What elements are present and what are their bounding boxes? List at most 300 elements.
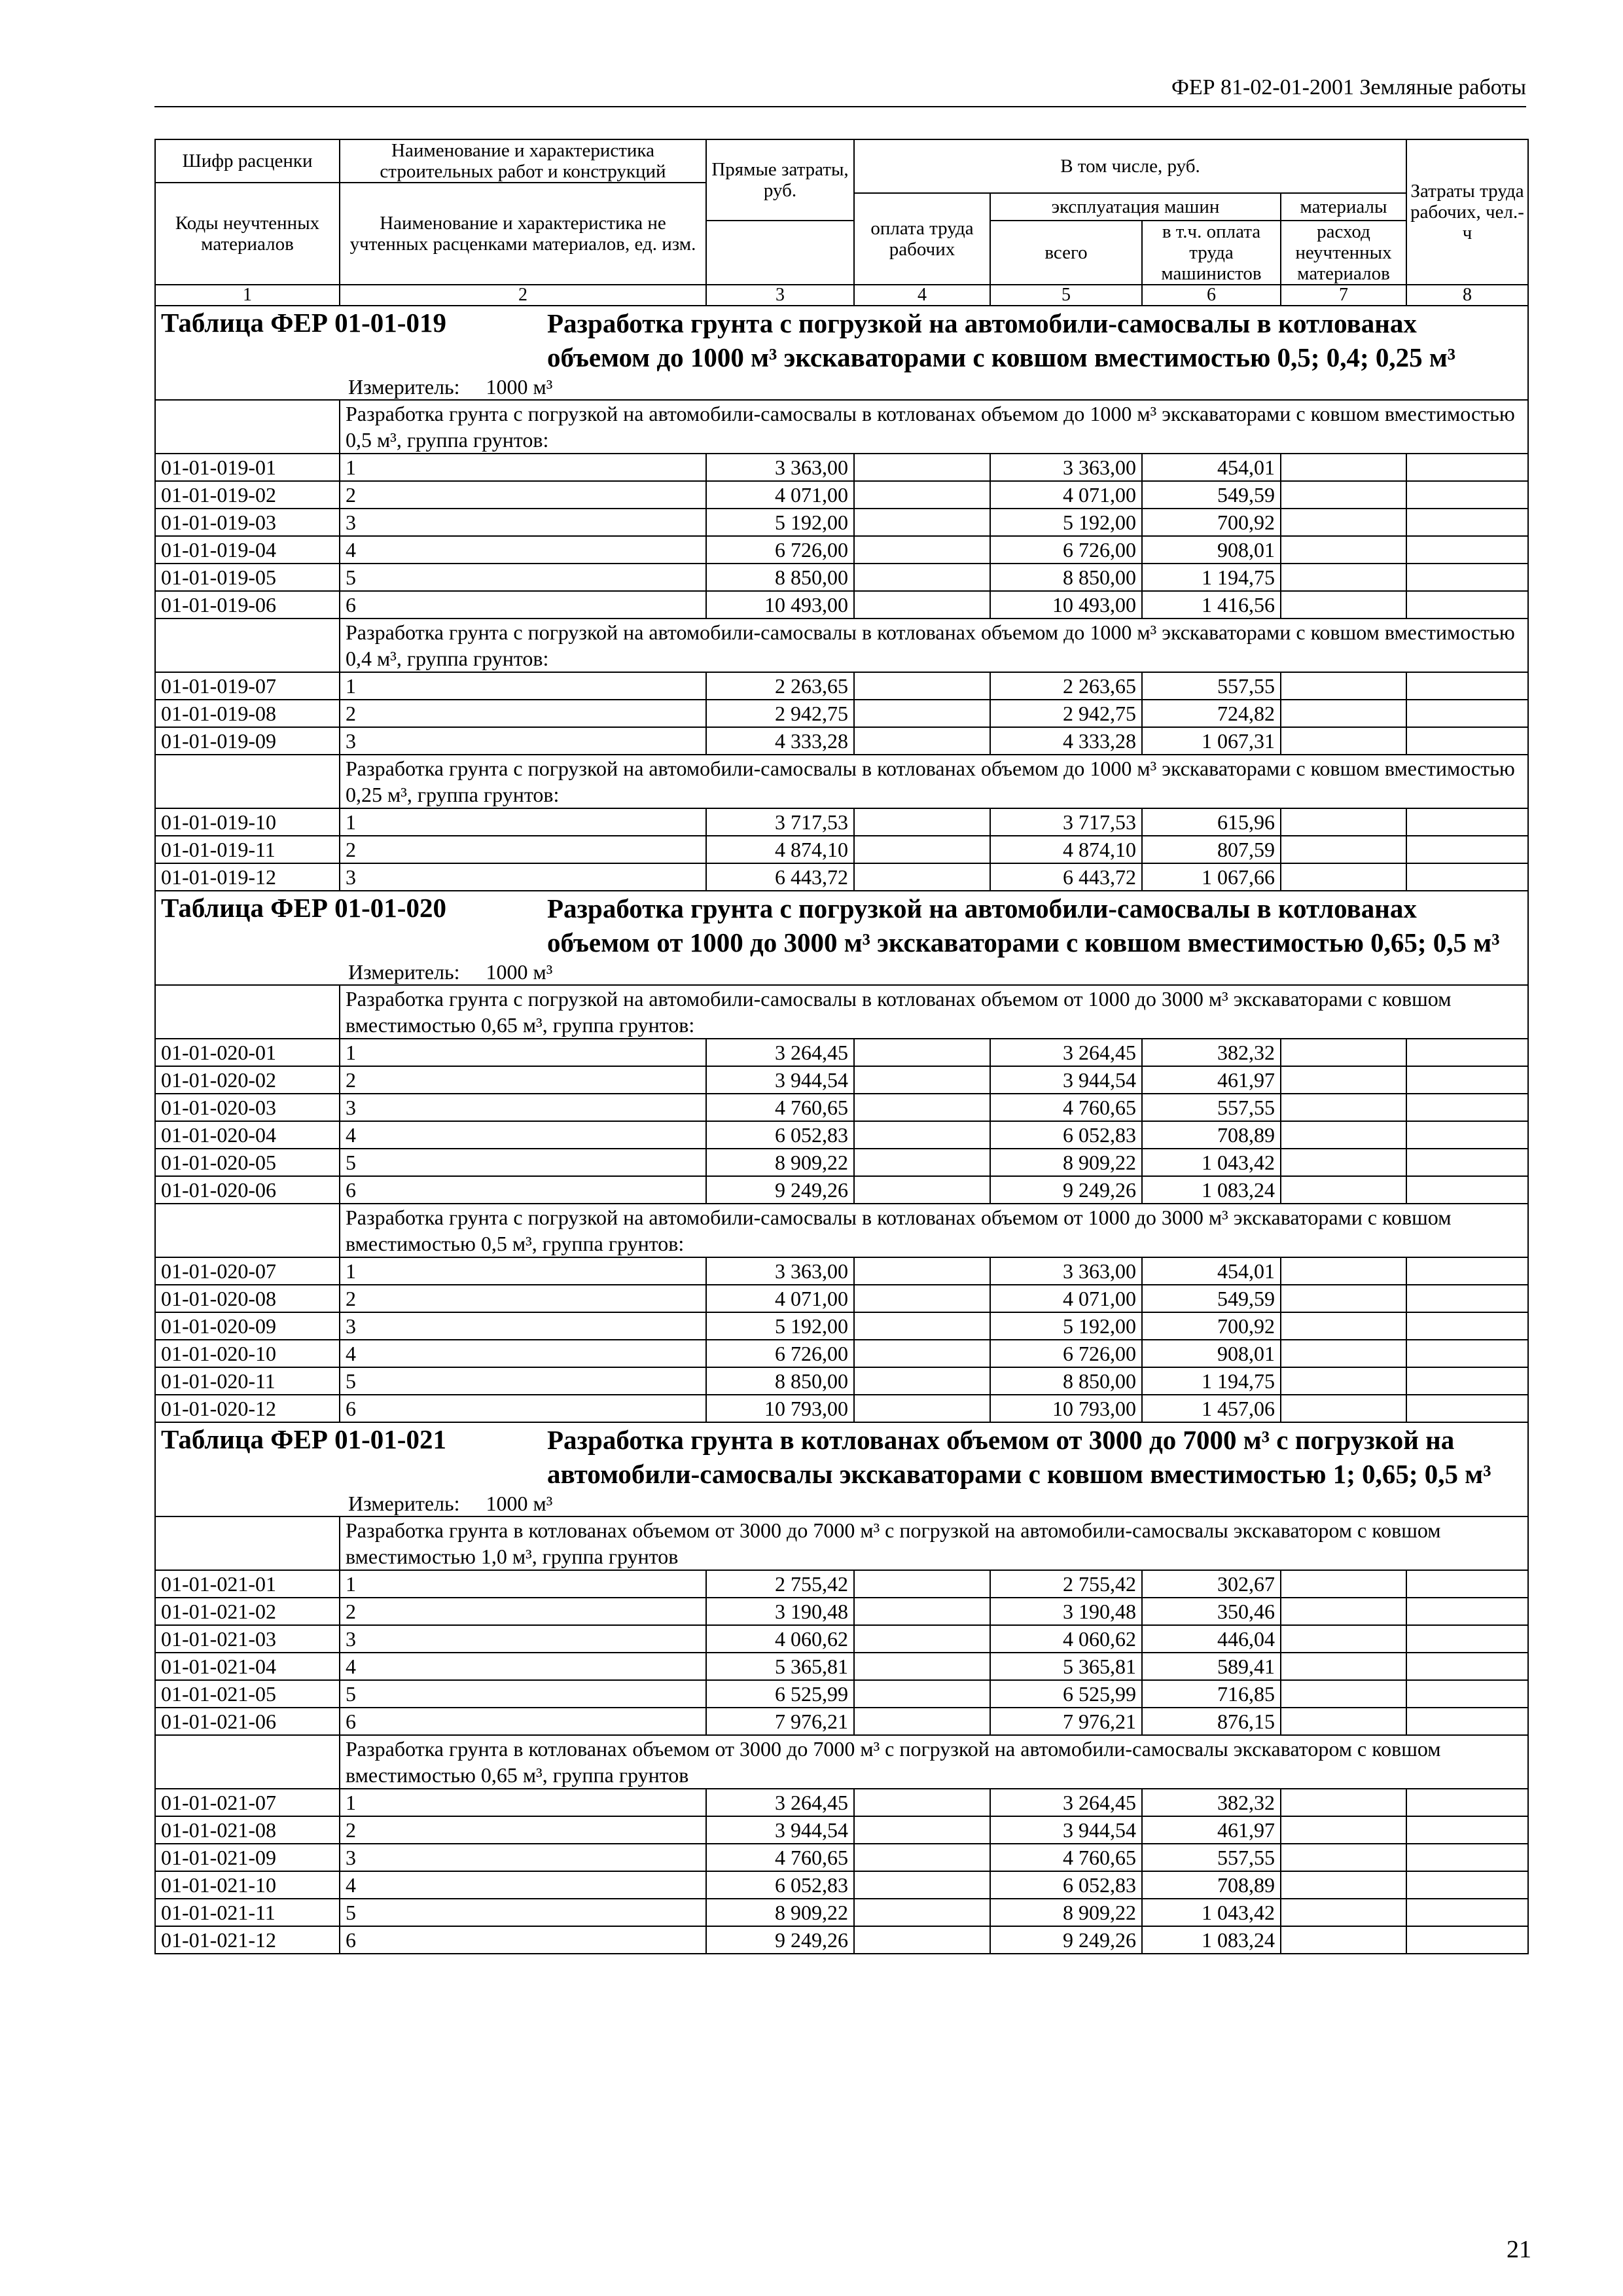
group-description: Разработка грунта с погрузкой на автомобили-самосвалы в котлованах объемом от 1000 до 3000 м³ экскаваторами с ковшом вместимостью 0,5 м³, группа грунтов: [340,1204,1528,1257]
table-row [155,1039,1528,1066]
meter-value: 1000 м³ [486,375,553,399]
column-number: 4 [854,285,990,306]
drivers-pay: 557,55 [1142,672,1281,700]
soil-group: 4 [340,1121,706,1149]
materials [1281,481,1406,509]
labor-hours [1406,1844,1528,1871]
workers-pay [854,1653,990,1680]
materials [1281,1176,1406,1204]
drivers-pay: 1 416,56 [1142,591,1281,619]
table-row [155,1149,1528,1176]
group-description: Разработка грунта в котлованах объемом от 3000 до 7000 м³ с погрузкой на автомобили-самосвалы экскаватором с ковшом вместимостью 1,0 м³, группа грунтов [340,1516,1528,1570]
header-group: В том числе, руб. [854,139,1406,193]
empty-cell [155,1204,340,1257]
labor-hours [1406,1066,1528,1094]
drivers-pay: 700,92 [1142,1312,1281,1340]
labor-hours [1406,1149,1528,1176]
empty-cell [155,619,340,672]
drivers-pay: 382,32 [1142,1039,1281,1066]
rate-code: 01-01-020-07 [155,1257,340,1285]
workers-pay [854,1816,990,1844]
group-description-row [155,1516,1528,1570]
table-row [155,536,1528,564]
labor-hours [1406,1340,1528,1367]
section-heading-flex [156,306,1527,374]
materials [1281,1789,1406,1816]
rate-code: 01-01-021-06 [155,1708,340,1735]
soil-group: 2 [340,1816,706,1844]
materials [1281,836,1406,863]
labor-hours [1406,1789,1528,1816]
header-materials: материалы [1281,193,1406,221]
machines-total: 4 071,00 [990,481,1142,509]
rate-code: 01-01-019-12 [155,863,340,891]
labor-hours [1406,1257,1528,1285]
table-row [155,1570,1528,1598]
section-title-row [155,1422,1528,1516]
header-code: Шифр расценки [155,139,340,183]
drivers-pay: 1 083,24 [1142,1926,1281,1954]
workers-pay [854,1570,990,1598]
table-row [155,1625,1528,1653]
page-number: 21 [1507,2236,1531,2263]
machines-total: 6 052,83 [990,1871,1142,1899]
labor-hours [1406,1926,1528,1954]
drivers-pay: 1 067,66 [1142,863,1281,891]
machines-total: 4 071,00 [990,1285,1142,1312]
materials [1281,1653,1406,1680]
machines-total: 9 249,26 [990,1926,1142,1954]
labor-hours [1406,727,1528,755]
drivers-pay: 700,92 [1142,509,1281,536]
machines-total: 8 850,00 [990,564,1142,591]
table-row [155,1367,1528,1395]
header-labor-hours: Затраты труда рабочих, чел.-ч [1406,139,1528,285]
drivers-pay: 461,97 [1142,1816,1281,1844]
group-description: Разработка грунта с погрузкой на автомобили-самосвалы в котлованах объемом до 1000 м³ экскаваторами с ковшом вместимостью 0,25 м³, группа грунтов: [340,755,1528,808]
soil-group: 6 [340,1395,706,1422]
workers-pay [854,1094,990,1121]
drivers-pay: 1 457,06 [1142,1395,1281,1422]
machines-total: 5 365,81 [990,1653,1142,1680]
rate-code: 01-01-021-03 [155,1625,340,1653]
machines-total: 6 052,83 [990,1121,1142,1149]
soil-group: 4 [340,536,706,564]
header-material-names: Наименование и характеристика не учтенных расценками материалов, ед. изм. [340,183,706,285]
direct-costs: 4 760,65 [706,1844,854,1871]
materials [1281,1598,1406,1625]
workers-pay [854,808,990,836]
labor-hours [1406,1367,1528,1395]
group-description-row [155,755,1528,808]
workers-pay [854,672,990,700]
column-number: 6 [1142,285,1281,306]
labor-hours [1406,1598,1528,1625]
drivers-pay: 557,55 [1142,1094,1281,1121]
labor-hours [1406,1625,1528,1653]
meter-value: 1000 м³ [486,960,553,984]
drivers-pay: 350,46 [1142,1598,1281,1625]
materials [1281,1367,1406,1395]
rate-code: 01-01-020-02 [155,1066,340,1094]
drivers-pay: 1 083,24 [1142,1176,1281,1204]
column-number: 7 [1281,285,1406,306]
labor-hours [1406,1680,1528,1708]
table-row [155,1789,1528,1816]
rate-code: 01-01-020-09 [155,1312,340,1340]
workers-pay [854,1395,990,1422]
section-meter [156,960,1527,984]
rate-code: 01-01-019-11 [155,836,340,863]
rate-code: 01-01-020-01 [155,1039,340,1066]
rate-code: 01-01-021-12 [155,1926,340,1954]
workers-pay [854,700,990,727]
drivers-pay: 1 067,31 [1142,727,1281,755]
machines-total: 4 760,65 [990,1094,1142,1121]
materials [1281,1625,1406,1653]
soil-group: 1 [340,1257,706,1285]
header-machines-total: всего [990,221,1142,285]
table-row [155,1094,1528,1121]
group-description: Разработка грунта с погрузкой на автомобили-самосвалы в котлованах объемом от 1000 до 3000 м³ экскаваторами с ковшом вместимостью 0,65 м³, группа грунтов: [340,985,1528,1039]
materials [1281,700,1406,727]
column-number: 1 [155,285,340,306]
table-row [155,564,1528,591]
workers-pay [854,564,990,591]
soil-group: 4 [340,1340,706,1367]
rate-code: 01-01-019-10 [155,808,340,836]
machines-total: 10 493,00 [990,591,1142,619]
direct-costs: 6 052,83 [706,1871,854,1899]
machines-total: 7 976,21 [990,1708,1142,1735]
workers-pay [854,1066,990,1094]
materials [1281,564,1406,591]
direct-costs: 7 976,21 [706,1708,854,1735]
machines-total: 8 850,00 [990,1367,1142,1395]
drivers-pay: 724,82 [1142,700,1281,727]
table-header [155,139,1528,306]
materials [1281,1708,1406,1735]
rate-code: 01-01-020-04 [155,1121,340,1149]
rate-code: 01-01-019-02 [155,481,340,509]
labor-hours [1406,1094,1528,1121]
group-description: Разработка грунта с погрузкой на автомобили-самосвалы в котлованах объемом до 1000 м³ экскаваторами с ковшом вместимостью 0,4 м³, группа грунтов: [340,619,1528,672]
rate-code: 01-01-021-02 [155,1598,340,1625]
soil-group: 2 [340,481,706,509]
materials [1281,727,1406,755]
rate-code: 01-01-019-04 [155,536,340,564]
table-row [155,1598,1528,1625]
direct-costs: 4 760,65 [706,1094,854,1121]
workers-pay [854,1625,990,1653]
table-row [155,1871,1528,1899]
header-direct-costs-cont [706,221,854,285]
column-numbers-row [155,285,1528,306]
materials [1281,1816,1406,1844]
machines-total: 3 944,54 [990,1816,1142,1844]
workers-pay [854,1176,990,1204]
materials [1281,1926,1406,1954]
group-description-row [155,1204,1528,1257]
materials [1281,509,1406,536]
soil-group: 5 [340,1680,706,1708]
labor-hours [1406,863,1528,891]
workers-pay [854,454,990,481]
table-row [155,836,1528,863]
labor-hours [1406,591,1528,619]
rate-code: 01-01-021-07 [155,1789,340,1816]
table-row [155,727,1528,755]
table-row [155,1066,1528,1094]
labor-hours [1406,481,1528,509]
section-meter [156,1491,1527,1516]
header-machines: эксплуатация машин [990,193,1281,221]
header-material-codes: Коды неучтенных материалов [155,183,340,285]
table-row [155,509,1528,536]
workers-pay [854,1598,990,1625]
soil-group: 3 [340,863,706,891]
machines-total: 4 874,10 [990,836,1142,863]
section-title: Разработка грунта с погрузкой на автомобили-самосвалы в котлованах объемом от 1000 до 3000 м³ экскаваторами с ковшом вместимостью 0,65; 0,5 м³ [547,893,1500,958]
soil-group: 3 [340,1625,706,1653]
machines-total: 6 726,00 [990,536,1142,564]
table-row [155,1257,1528,1285]
machines-total: 2 942,75 [990,700,1142,727]
materials [1281,454,1406,481]
table-row [155,1899,1528,1926]
direct-costs: 3 264,45 [706,1039,854,1066]
machines-total: 3 363,00 [990,454,1142,481]
section-code: Таблица ФЕР 01-01-020 [161,893,446,923]
direct-costs: 6 525,99 [706,1680,854,1708]
table-row [155,1176,1528,1204]
labor-hours [1406,700,1528,727]
table-row [155,1816,1528,1844]
workers-pay [854,481,990,509]
column-number: 5 [990,285,1142,306]
table-row [155,454,1528,481]
labor-hours [1406,1816,1528,1844]
direct-costs: 5 192,00 [706,1312,854,1340]
soil-group: 4 [340,1653,706,1680]
column-number: 3 [706,285,854,306]
workers-pay [854,509,990,536]
group-description: Разработка грунта в котлованах объемом от 3000 до 7000 м³ с погрузкой на автомобили-самосвалы экскаватором с ковшом вместимостью 0,65 м³, группа грунтов [340,1735,1528,1789]
soil-group: 2 [340,1598,706,1625]
labor-hours [1406,1312,1528,1340]
direct-costs: 4 071,00 [706,1285,854,1312]
machines-total: 2 755,42 [990,1570,1142,1598]
table-row [155,1926,1528,1954]
section-heading [155,1422,1528,1516]
header-name: Наименование и характеристика строительных работ и конструкций [340,139,706,183]
labor-hours [1406,1871,1528,1899]
table-row [155,808,1528,836]
materials [1281,863,1406,891]
workers-pay [854,536,990,564]
materials [1281,1066,1406,1094]
labor-hours [1406,564,1528,591]
direct-costs: 6 726,00 [706,536,854,564]
direct-costs: 8 909,22 [706,1149,854,1176]
workers-pay [854,1680,990,1708]
soil-group: 4 [340,1871,706,1899]
rate-code: 01-01-020-10 [155,1340,340,1367]
drivers-pay: 454,01 [1142,1257,1281,1285]
meter-value: 1000 м³ [486,1492,553,1515]
machines-total: 10 793,00 [990,1395,1142,1422]
rate-code: 01-01-019-09 [155,727,340,755]
workers-pay [854,1340,990,1367]
section-heading [155,306,1528,400]
direct-costs: 3 190,48 [706,1598,854,1625]
group-description-row [155,1735,1528,1789]
labor-hours [1406,509,1528,536]
soil-group: 1 [340,808,706,836]
header-direct-costs: Прямые затраты, руб. [706,139,854,221]
rate-code: 01-01-021-08 [155,1816,340,1844]
soil-group: 2 [340,836,706,863]
materials [1281,591,1406,619]
materials [1281,1570,1406,1598]
table-row [155,1312,1528,1340]
table-row [155,481,1528,509]
direct-costs: 8 850,00 [706,1367,854,1395]
soil-group: 5 [340,1367,706,1395]
table-body [155,306,1528,1954]
table-row [155,1285,1528,1312]
group-description-row [155,985,1528,1039]
rate-code: 01-01-021-09 [155,1844,340,1871]
empty-cell [155,985,340,1039]
meter-label: Измеритель: [348,375,460,399]
table-row [155,591,1528,619]
header-workers-pay: оплата труда рабочих [854,193,990,285]
machines-total: 6 443,72 [990,863,1142,891]
direct-costs: 3 363,00 [706,454,854,481]
soil-group: 3 [340,727,706,755]
drivers-pay: 549,59 [1142,1285,1281,1312]
direct-costs: 3 717,53 [706,808,854,836]
rate-code: 01-01-019-06 [155,591,340,619]
workers-pay [854,1121,990,1149]
machines-total: 3 717,53 [990,808,1142,836]
table-row [155,1340,1528,1367]
soil-group: 1 [340,1789,706,1816]
drivers-pay: 454,01 [1142,454,1281,481]
materials [1281,1257,1406,1285]
drivers-pay: 615,96 [1142,808,1281,836]
direct-costs: 4 060,62 [706,1625,854,1653]
machines-total: 8 909,22 [990,1899,1142,1926]
table-row [155,863,1528,891]
table-row [155,1680,1528,1708]
drivers-pay: 708,89 [1142,1871,1281,1899]
header-drivers-pay: в т.ч. оплата труда машинистов [1142,221,1281,285]
rate-code: 01-01-021-01 [155,1570,340,1598]
machines-total: 5 192,00 [990,509,1142,536]
labor-hours [1406,1285,1528,1312]
direct-costs: 8 909,22 [706,1899,854,1926]
machines-total: 9 249,26 [990,1176,1142,1204]
machines-total: 6 525,99 [990,1680,1142,1708]
labor-hours [1406,1039,1528,1066]
direct-costs: 8 850,00 [706,564,854,591]
drivers-pay: 1 043,42 [1142,1149,1281,1176]
soil-group: 3 [340,1094,706,1121]
labor-hours [1406,1708,1528,1735]
rate-code: 01-01-020-03 [155,1094,340,1121]
direct-costs: 3 944,54 [706,1066,854,1094]
workers-pay [854,1039,990,1066]
drivers-pay: 589,41 [1142,1653,1281,1680]
drivers-pay: 708,89 [1142,1121,1281,1149]
direct-costs: 3 944,54 [706,1816,854,1844]
direct-costs: 6 726,00 [706,1340,854,1367]
soil-group: 5 [340,564,706,591]
section-heading [155,891,1528,985]
materials [1281,1899,1406,1926]
labor-hours [1406,536,1528,564]
labor-hours [1406,808,1528,836]
empty-cell [155,1516,340,1570]
materials [1281,1312,1406,1340]
soil-group: 1 [340,1039,706,1066]
direct-costs: 4 874,10 [706,836,854,863]
group-description-row [155,619,1528,672]
machines-total: 3 264,45 [990,1789,1142,1816]
machines-total: 3 264,45 [990,1039,1142,1066]
soil-group: 5 [340,1149,706,1176]
workers-pay [854,863,990,891]
soil-group: 2 [340,700,706,727]
materials [1281,1285,1406,1312]
rate-code: 01-01-019-07 [155,672,340,700]
soil-group: 6 [340,1708,706,1735]
materials [1281,1094,1406,1121]
materials [1281,1340,1406,1367]
drivers-pay: 461,97 [1142,1066,1281,1094]
soil-group: 1 [340,1570,706,1598]
machines-total: 4 333,28 [990,727,1142,755]
labor-hours [1406,1899,1528,1926]
drivers-pay: 1 194,75 [1142,564,1281,591]
direct-costs: 6 052,83 [706,1121,854,1149]
table-row [155,672,1528,700]
drivers-pay: 876,15 [1142,1708,1281,1735]
section-title: Разработка грунта с погрузкой на автомобили-самосвалы в котлованах объемом до 1000 м³ экскаваторами с ковшом вместимостью 0,5; 0,4; 0,25 м³ [547,308,1456,372]
soil-group: 5 [340,1899,706,1926]
soil-group: 2 [340,1066,706,1094]
materials [1281,1395,1406,1422]
direct-costs: 4 333,28 [706,727,854,755]
soil-group: 1 [340,454,706,481]
section-heading-flex [156,1423,1527,1491]
labor-hours [1406,672,1528,700]
rate-code: 01-01-020-06 [155,1176,340,1204]
machines-total: 3 190,48 [990,1598,1142,1625]
materials [1281,672,1406,700]
direct-costs: 5 192,00 [706,509,854,536]
section-meter [156,374,1527,399]
rate-code: 01-01-021-11 [155,1899,340,1926]
workers-pay [854,1149,990,1176]
direct-costs: 6 443,72 [706,863,854,891]
materials [1281,536,1406,564]
materials [1281,1680,1406,1708]
empty-cell [155,755,340,808]
rate-code: 01-01-021-10 [155,1871,340,1899]
